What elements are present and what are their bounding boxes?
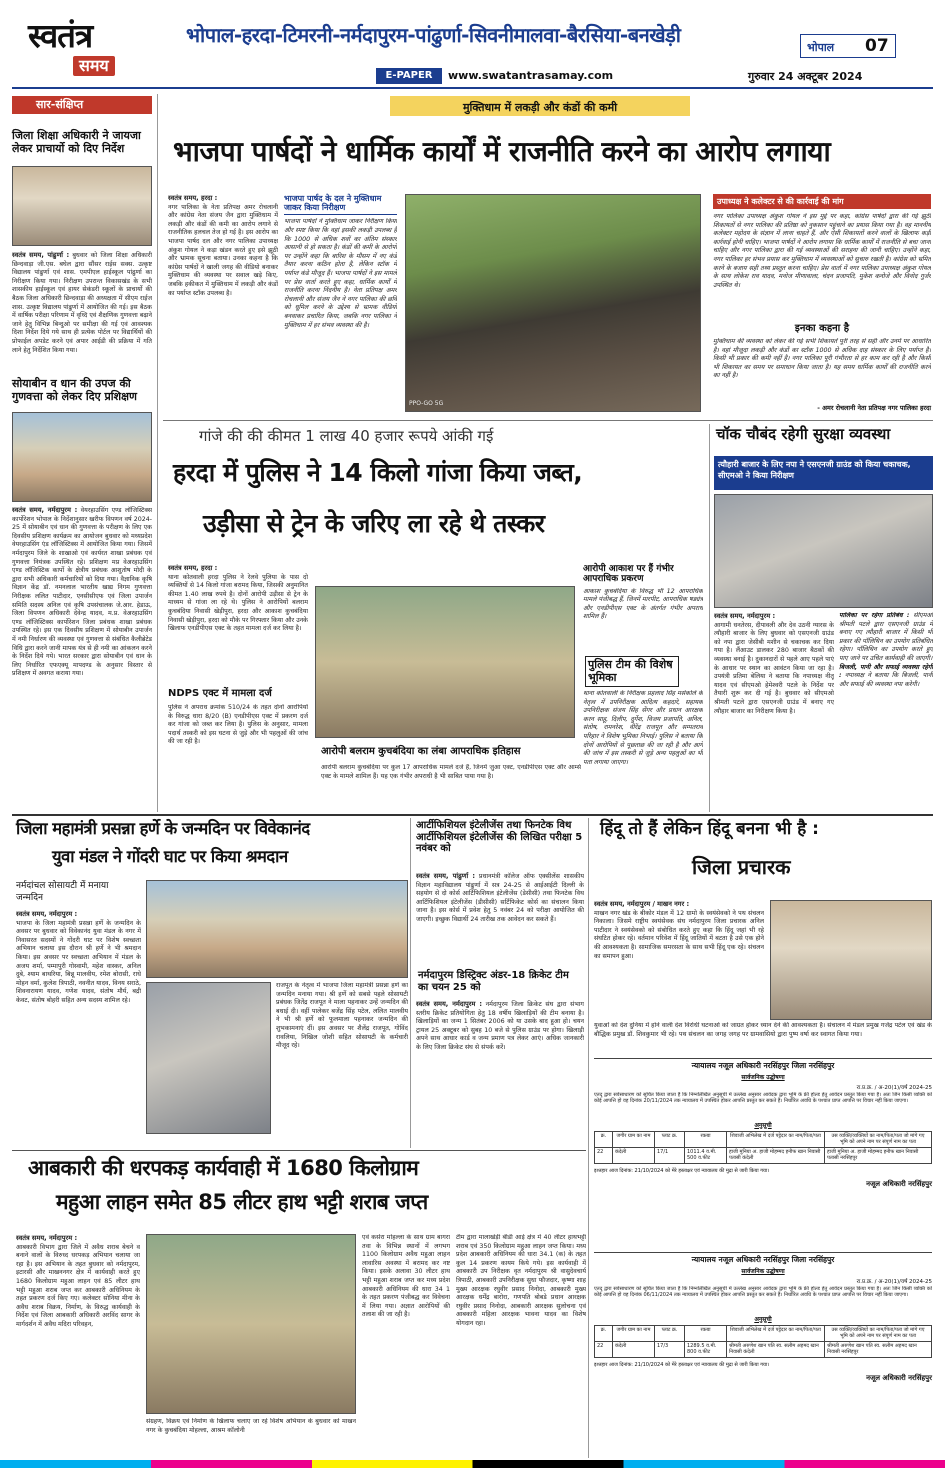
notice1-td: 1011.4 व.मी. 500 व.फीट [685, 1147, 727, 1163]
hindu-dateline: स्वतंत्र समय, नर्मदापुरम / माखन नगर : [594, 900, 690, 908]
notice1-th: प्लाट क्र. [655, 1131, 685, 1147]
iti-body-text: प्रधानमंत्री कॉलेज ऑफ एक्सीलेंस शासकीय विज्ञान महाविद्यालय पांढुर्णा में सत्र 24-25 से आईआईटी दिल्ली के सहयोग से दो कोर्स आर्टिफिशियल इंटेलीजेंस (डेसीसी) तथा फिनटेक विथ आर्टिफिशियल इंटेलीजेंस (डीसीसी) सर्टिफिकेट कोर्स का संचालन किया जाना है। इस कोर्स में प्रवेश हेतु 5 नवंबर 24 को परीक्षा आयोजित की जाएगी। इच्छुक विद्यार्थी 24 तारीख तक आवेदन कर सकते हैं। [416, 873, 584, 923]
abkari-body-3: टीम द्वारा मालाखेड़ी बीडी आई क्षेत्र में 40 लीटर हाथभट्टी शराब एवं 350 किलोग्राम महुआ लाहन जप्त किया। मध्य प्रदेश आबकारी अधिनियम की धारा 34.1 (क) के तहत कुल 14 प्रकरण कायम किये गये। इस कार्यवाही में आबकारी उप निरीक्षक वृत नर्मदापुरम श्री वासुदेवचार्य त्रिपाठी, आबकारी उपनिरीक्षक सुधा फौजदार, कृष्णा शाह मुख्य आरक्षक रघुवीर प्रसाद निनोदा, आबकारी मुख्य आरक्षक धर्मेंद्र बारोरा, गणपति बोबडे प्रधान आरक्षक रघुवीर प्रसाद निनोदा, आबकारी आरक्षक सुलोचना एवं आबकारी महिला आरक्षक भावना यादव का विशेष योगदान रहा। [456, 1234, 586, 1327]
ganja-subhead: NDPS एक्ट में मामला दर्ज [168, 688, 272, 699]
story-iti [414, 818, 584, 1148]
sidebar-title: सार-संक्षिप्त [12, 96, 152, 114]
notice2-issued: इश्तहार आज दिनांक: 21/10/2024 को मेरे हस्ताक्षर एवं न्यायालय की मुद्रा से जारी किया गया। [594, 1361, 770, 1368]
hindu-body-text: माखन नगर खंड के बीकोर मंडल में 12 ग्रामो के स्वयंसेवको ने पथ संचलन निकाला। जिसमे राष्ट्रीय स्वयंसेवक संघ नर्मदापुरम जिला प्रचारक अनिल पाटीदार ने स्वयंसेवको को संबोधित करते हुए कहा कि हिंदू जहां भी रहे संघटित होकर रहे। वर्तमान परिवेश में हिंदू जातियों में बटता है उसे एक होने की आवश्यकता है। सामाजिक समरसता के साथ सभी हिंदू एक रहे। संचलन का समापन हुआ। [594, 909, 764, 960]
notice1-th: रकबा [685, 1131, 727, 1147]
story-bjp [163, 94, 933, 417]
sidebar-photo-2 [12, 412, 152, 502]
ganja-body-text: थाना कोतवाली हरदा पुलिस ने रेलवे पुलिया के पास दो व्यक्तियों से 14 किलो गांजा बरामद किया, जिसकी अनुमानित कीमत 1.40 लाख रुपये है। दोनों आरोपी उड़ीसा से ट्रेन के माध्यम से गांजा ला रहे थे। पुलिस ने आरोपियों बलराम कुचबंदिया निवासी खेड़ीपुरा, हरदा और आकाश कुचबंदिया निवासी खेड़ीपुरा, हरदा को मौके पर गिरफ्तार किया और उनके खिलाफ एनडीपीएस एक्ट के तहत मामला दर्ज कर लिया है। [168, 573, 308, 633]
ganja-box-1 [583, 564, 703, 652]
registration-bar [0, 1460, 945, 1468]
chowk-side-body: सीएमओ श्रीमती पटले द्वारा एसएनजी ग्राउंड में बनाए गए त्यौहारी बाजार में किसी भी प्रकार की पॉलिथिन का उपयोग प्रतिबंधित रहेगा। पॉलिथिन का उपयोग करते हुए पाए जाने पर उचित कार्यवाही की जाएगी। [839, 612, 933, 662]
bjp-side-head: उपाध्यक्ष ने कलेक्टर से की कार्रवाई की मांग [713, 194, 931, 209]
notice1-schedule: अनुसूची [754, 1121, 772, 1129]
logo-bottom: समय [73, 56, 115, 76]
notice1-case: रा.प्र.क्र. / अ-20(1)/वर्ष 2024-25 [856, 1084, 932, 1091]
divider-h1 [163, 420, 933, 421]
ganja-caption-body: आरोपी बलराम कुचबंदिया पर कुल 17 आपराधिक मामले दर्ज हैं, जिनमें जुआ एक्ट, एनडीपीएस एक्ट और आर्म्स एक्ट के मामले शामिल हैं। यह एक गंभीर अपराधी है भी साबित पाया गया है। [321, 764, 581, 780]
issue-date: गुरुवार 24 अक्टूबर 2024 [748, 70, 863, 83]
bjp-kicker [390, 96, 690, 116]
notice2-subtitle: सार्वजनिक उद्घोषणा [741, 1267, 785, 1275]
ganja-body [168, 564, 308, 667]
bjp-quote-attrib: - अमर रोचलानी नेता प्रतिपक्ष नगर पालिका हरदा [817, 404, 931, 412]
iti-headline: आर्टीफिशियल इंटेलीजेंस तथा फिनटेक विथ आर्टीफिशियल इंटेलीजेंस की लिखित परीक्षा 5 नवंबर को [416, 820, 583, 854]
chowk-dateline: स्वतंत्र समय, नर्मदापुरम : [714, 612, 776, 620]
iti-dateline: स्वतंत्र समय, पांढुर्णा : [416, 872, 476, 880]
bjp-box-body: भाजपा पार्षदों ने मुक्तिधाम जाकर निरीक्षण किया और स्पष्ट किया कि वहां इसकी लकड़ी उपलब्ध है कि 1000 से अधिक शवों का अंतिम संस्कार आसानी से हो सकता है। कंडों की कमी के आरोपों पर उन्होंने कहा कि बारिश के मौसम में नए कंडे तैयार करना कठिन होता है, लेकिन स्टॉक में पर्याप्त कंडे मौजूद हैं। भाजपा पार्षदों ने इस मामले पर प्रेस वार्ता करते हुए कहा, धार्मिक कार्यों में राजनीति करना निंदनीय है। नेता प्रतिपक्ष अमर रोचलानी और संजय जैन ने नगर पालिका की छवि को धूमिल करने के उद्देश्य से भ्रामक वीडियो बनवाकर प्रचारित किया, जबकि नगर पालिका ने मुक्तिधाम में हर संभव व्यवस्था की है। [284, 218, 397, 329]
masthead [0, 0, 945, 88]
divider-h3 [12, 1150, 586, 1151]
sidebar-text-1: बुधवार को जिला शिक्षा अधिकारी छिन्दवाड़ा जी.एस. बघेल द्वारा सौंसर राईस सक्स. उत्कृष्ट विद्यालय पांढुर्णा एवं शास. एमपीएल हाईस्कूल पांढुर्णा का निरीक्षण किया गया। निरीक्षण उपरान्त विकासखंड के सभी शासकीय हाईस्कूल एवं हायर सेकंडरी स्कूलों के प्राचार्यो की बैठक जिला अधिकारी छिन्दवाड़ा की अध्यक्षता में सीएम राईज शास. उत्कृष्ट विद्यालय पांढुर्णा में आयोजित की गई। इस बैठक में वार्षिक परीक्षा परिणाम में वृध्दि एवं शैक्षणिक गुणवत्ता बढ़ाने जाने हेतु विभिन्न बिन्दुओ पर समीक्षा की गई एवं आवश्यक दिशा निर्देश दिये गये साथ ही प्रत्येक पोर्टल पर विद्यार्थियों की प्रोफाईल अपडेट करने एवं अपार आईडी की प्रक्रिया में गति लाने हेतु निर्देशित किया गया। [12, 252, 152, 354]
bjp-side-body: नगर पालिका उपाध्यक्ष अंकुश गोयल ने इस मुद्दे पर कहा, कांग्रेस पार्षदों द्वारा की गई झूठी शिकायतों से नगर पालिका की प्रतिष्ठा को नुकसान पहुंचाने का प्रयास किया गया है। वह माननीय कलेक्टर महोदय के संज्ञान में लाना चाहते हैं, और ऐसी शिकायतों करने वालों के खिलाफ कड़ी कार्रवाई होनी चाहिए। भाजपा पार्षदों ने आरोप लगाया कि धार्मिक कार्यों में राजनीति से बचा जाना चाहिए और नगर पालिका द्वारा की गई व्यवस्थाओं की सराहना की जानी चाहिए। उन्होंने कहा, नगर पालिका हर संभव प्रयास कर मुक्तिधाम में व्यवस्थाओं को सुचारु रखती है। कांग्रेस को भ्रमित करने के बजाय सही तथ्य प्रस्तुत करना चाहिए। प्रेस वार्ता में नगर पालिका उपाध्यक्ष अंकुश गोयल के साथ लोकेश राव यादव, मनोज मीणावाला, चंदन प्रजापति, मुकेश कनोजे और विनोद गुर्जर उपस्थित थे। [713, 213, 931, 289]
abkari-dateline: स्वतंत्र समय, नर्मदापुरम : [16, 1234, 78, 1242]
website[interactable]: www.swatantrasamay.com [448, 69, 614, 82]
sidebar-body-1 [12, 251, 152, 431]
sidebar-text-2: वेयरहाउसिंग एण्ड लॉजिस्टिक्स कार्पोरेशन भोपाल के निर्देशानुसार खरीफ विपणन वर्ष 2024-25 में सोयाबीन एवं धान की गुणवत्ता के परीक्षण के लिए एक दिवसीय प्रशिक्षण कार्यक्रम का आयोजन बुधवार को मध्यप्रदेश वेयरहाउसिंग एंड लॉजिस्टिक्स में आयोजित किया गया। जिसमें नर्मदापुरम जिले के शाखाओ एवं कार्यरत शाखा प्रबंधक एवं गुणवत्ता नियंत्रक उपस्थित रहे। प्रशिक्षण मप्र वेअरहाउसिंग एण्ड लॉजिस्टिक कार्पो के क्षेत्रीय प्रबंधक आशुतोष मोदी के द्वारा सभी अधिकारी कर्मचारियों को दिया गया। वैज्ञानिक कृषि विज्ञान केंद्र डॉ. नमनलाल भारतीय खाद्य निगम गुणवत्ता निरीक्षक ललित पाटीदार, एनसीसीएफ एवं जिला उपार्जन समिति सदस्य अनिल एवं कृषि उपसंचालक जे.आर. हेडाऊ, जिला विपणन अधिकारी देवेन्द्र यादव, म.प्र. वेअरहाउसिंग एण्ड लॉजिस्टिक्स कार्पोरेशन जिला प्रबंधक शाखा प्रबंधक उपस्थित रहे। इस एक दिवसीय प्रशिक्षण में सोयाबीन उपार्जन में नमी निर्धारण की व्यवस्था एवं गुणवत्ता से संबंधित कैलीब्रेटेड विधि द्वारा करने जानी मापक यंत्र से ही नमी का आंकलन करने के निर्देश दिये गये। भारत सरकार द्वारा सोयाबीन एवं धान के लिए निर्धारित एफएक्यू मापदण्ड के अनुसार विस्तार से प्रशिक्षण में अवगत कराया गया। [12, 507, 152, 678]
story-vivekanand [12, 818, 407, 1148]
notice2-td: कंदेली [613, 1341, 655, 1357]
iti-body-2 [416, 1000, 584, 1146]
sidebar-dateline-2: स्वतंत्र समय, नर्मदापुरम : [12, 506, 78, 514]
notice1-th: क्र. [595, 1131, 613, 1147]
bjp-body [168, 194, 278, 416]
viv-body-2: राजपूत के नेतृत्व में भाजपा जिला महामंत्री प्रसन्ना हर्णे का जन्मदिन मनाया गया। श्री हर्णे को सबसे पहले सोसायटी प्रबंधक जितेंद्र राजपूत ने माला पहनाकर उन्हें जन्मदिन की बधाई दी। वहीं पालेकर बजेंद्र सिंह पटेल, ललित मालवीय ने भी श्री हर्णे को फूलमाला पहनाकर जन्मदिन की शुभकामनाएं दीं। इस अवसर पर शैलेंद्र राजपूत, गोविंद रावलिया, निखिल जोशी सहित सोसायटी के कर्मचारी मौजूद रहे। [276, 982, 408, 1050]
bjp-photo [405, 194, 701, 412]
notice1-td: 17/1 [655, 1147, 685, 1163]
ganja-caption-head: आरोपी बलराम कुचबंदिया का लंबा आपराधिक इतिहास [321, 746, 521, 757]
notice2-td: 22 [595, 1341, 613, 1357]
notice2-th: प्लाट क्र. [655, 1325, 685, 1341]
notice2-td: 1289.5 व.मी. 800 व.फीट [685, 1341, 727, 1357]
ganja-box1-title: आरोपी आकाश पर हैं गंभीर आपराधिक प्रकरण [583, 564, 674, 585]
sidebar-body-2 [12, 506, 152, 811]
sidebar-headline-1: जिला शिक्षा अधिकारी ने जायजा लेकर प्राचार्यो को दिए निर्देश [12, 129, 141, 155]
logo [28, 18, 153, 80]
notice1-th: शिवाजी अभिलेख में दर्ज पट्टेदार का नाम/पिता/पता [727, 1131, 825, 1147]
notice2-sign: नजूल अधिकारी नरसिंहपुर [866, 1373, 932, 1382]
viv-headline-1: जिला महामंत्री प्रसन्ना हर्णे के जन्मदिन पर विवेकानंद [16, 819, 310, 838]
notice2-case: रा.प्र.क्र. / अ-20(1)/वर्ष 2024-25 [856, 1278, 932, 1285]
logo-top: स्वतंत्र [28, 16, 93, 55]
ganja-kicker: गांजे की की कीमत 1 लाख 40 हजार रूपये आंकी गई [199, 427, 494, 445]
sidebar [12, 94, 152, 812]
chowk-photo [714, 494, 933, 608]
hindu-body [594, 900, 764, 1020]
bjp-quote-head: इनका कहना है [794, 323, 850, 334]
hindu-headline-1: हिंदू तो हैं लेकिन हिंदू बनना भी है : [600, 819, 819, 839]
notice-2 [594, 1252, 932, 1458]
sidebar-headline-2: सोयाबीन व धान की उपज की गुणवत्ता को लेकर दिए प्रशिक्षण [12, 377, 137, 403]
notice-1 [594, 1058, 932, 1248]
notice1-th: उस व्यक्ति/व्यक्तियों का नाम/पिता/पता जो मांगे गए भूमि को अपने नाम पर संपूर्ण नाम का पता [825, 1131, 932, 1147]
viv-dateline: स्वतंत्र समय, नर्मदापुरम : [16, 910, 78, 918]
abkari-headline-2: महुआ लाहन समेत 85 लीटर हाथ भट्टी शराब जप्त [56, 1190, 428, 1214]
epaper-tag: E-PAPER [376, 68, 442, 84]
chowk-side-body-2: नपाध्यक्ष ने बताया कि बिजली, पानी और सफाई की व्यवस्था नपा करेगी। [839, 672, 933, 688]
divider-h2 [12, 814, 933, 816]
notice2-office: न्यायालय नजूल अधिकारी नरसिंहपुर जिला नरसिंहपुर [691, 1255, 835, 1264]
chowk-side [839, 612, 933, 812]
story-ganja [163, 424, 706, 814]
viv-subhead: नर्मदांचल सोसायटी में मनाया जन्मदिन [16, 881, 109, 903]
hindu-body-2: युवाओं को देश दुनिया में होने वाली देश विरोधी घटनाओ को जाग्रत होकर ध्यान देने की आवश्यकता है। संचालन में मंडल प्रमुख गजेंद्र पटेल एवं खंड के बौद्धिक प्रमुख डॉ. शिवकुमार भी रहे। पथ संचलन का जगह जगह पर ग्रामवासियो द्वारा पुष्प वर्षा कर स्वागत किया गया। [594, 1022, 932, 1038]
divider-v3 [588, 818, 589, 1458]
viv-body-text: भाजपा के जिला महामंत्री प्रसन्ना हर्णे के जन्मदिन के अवसर पर बुधवार को विवेकानंद युवा मंडल के नगर में निवासरत सदस्यों ने गोंदरी घाट पर विशेष स्वच्छता अभियान चलाया इस दौरान श्री हर्णे ने भी श्रमदान किया। इस अवसर पर स्वच्छता अभियान में मंडल के अजय शर्मा, पम्मापुरी गोस्वामी, महेश वास्कर, अनिल दुबे, श्याम बाथरिया, बिन्नू मालवीय, रमेश बोरासी, राधे मोहन वर्मा, कुलेश त्रिपाठी, नवनीत यादव, विनय सराठे, शिवनारायण यादव, गणेश यादव, संतोष मौर्य, बद्री केवट, संतोष बोहरी सहित अन्य सदस्य शामिल रहे। [16, 919, 141, 1004]
notice2-th: क्र. [595, 1325, 613, 1341]
chowk-body-text: आगामी धनतेरस, दीपावली और देव उठनी ग्यारस के त्यौहारी बाजार के लिए बुधवार को एसएनजी ग्राउंड को नपा द्वारा जेसीबी मशीन से चकाचक कर दिया गया है। लैंआउट डालकर 280 बाजार बैठकों की व्यवस्था बनाई है। दुकानदारों से पहले आए पहले पाएं के आधार पर स्थान का आवंटन किया जा रहा है। उपयंत्री प्रतिमा बेलिया ने बताया कि नपाध्यक्ष नीतू यादव एवं सीएमओ हेमेश्वरी पटले के निर्देश पर तैयारी शुरू कर दी गई है। बुधवार को सीएमओ श्रीमती पटले द्वारा एसएनजी ग्राउंड में बनाए गए त्यौहार बाजार का निरीक्षण किया है। [714, 621, 834, 715]
viv-headline-2: युवा मंडल ने गोंदरी घाट पर किया श्रमदान [52, 847, 288, 866]
edition-box [800, 34, 896, 58]
sidebar-photo-1 [12, 166, 152, 246]
notice1-th: जगीर ग्राम का नाम [613, 1131, 655, 1147]
edition-name: भोपाल [807, 41, 835, 54]
abkari-photo [146, 1234, 356, 1414]
chowk-side-head-2: बिजली, पानी और सफाई व्यवस्था रहेगी : [839, 663, 933, 680]
iti-head-2: नर्मदापुरम डिस्ट्रिक्ट अंडर-18 क्रिकेट टीम का चयन 25 को [418, 970, 569, 993]
bjp-box [284, 194, 397, 416]
viv-body [16, 910, 141, 1146]
chowk-body [714, 612, 834, 812]
bjp-body-text: नगर पालिका के नेता प्रतिपक्ष अमर रोचलानी और कांग्रेस नेता संजय जैन द्वारा मुक्तिधाम में लकड़ी और कंडों की कमी का आरोप लगाने से राजनीतिक हलचल तेज हो गई है। इस आरोप का भाजपा पार्षद दल और नगर पालिका उपाध्यक्ष अंकुश गोयल ने कड़ा खंडन करते हुए इसे झूठी और भ्रामक सूचना बताया। उनका कहना है कि कांग्रेस पार्षदों ने खाली जगह की वीडियो बनाकर मुक्तिधाम की व्यवस्था पर सवाल खड़े किए, जबकि हकीकत में मुक्तिधाम में लकड़ी और कंडों का पर्याप्त स्टॉक उपलब्ध है। [168, 203, 278, 297]
ganja-headline-1: हरदा में पुलिस ने 14 किलो गांजा किया जब्त, [173, 458, 583, 487]
notice1-intro: एतद् द्वारा सर्वसाधारण को सूचित किया जाता है कि निम्नलिखित अनुसूची में उल्लेख अनुसार आवेदक द्वारा भूमि के फ्री होल्ड हेतु आवेदन प्रस्तुत किया गया है। अतः जिन किसी व्यक्ति को कोई आपत्ति हो वह दिनांक 20/11/2024 तक न्यायालय में उपस्थित होकर आपत्ति प्रस्तुत कर सकते हैं। निर्धारित अवधि के पश्चात प्राप्त आपत्ति पर विचार नहीं किया जाएगा। [594, 1091, 932, 1105]
notice1-subtitle: सार्वजनिक उद्घोषणा [741, 1073, 785, 1081]
notice1-office: न्यायालय नजूल अधिकारी नरसिंहपुर जिला नरसिंहपुर [691, 1061, 835, 1070]
iti-body-2-text: नर्मदापुरम जिला क्रिकेट संघ द्वारा संभाग स्तरीय क्रिकेट प्रतियोगिता हेतु 18 वर्षीय खिलाड़ियों की टीम बनाया है। खिलाड़ियों का जन्म 1 सितंबर 2006 को या उसके बाद हुआ हो। चयन ट्रायल 25 अक्टूबर को सुबह 10 बजे से पुलिस ग्राउंड पर होगा। खिलाड़ी अपने साथ आधार कार्ड व जन्म प्रमाण पत्र लेकर आएं। अधिक जानकारी के लिए जिला क्रिकेट संघ से संपर्क करें। [416, 1001, 584, 1051]
cities-line: भोपाल-हरदा-टिमरनी-नर्मदापुरम-पांढुर्णा-सिवनीमालवा-बैरसिया-बनखेड़ी [186, 23, 681, 47]
sidebar-divider [157, 94, 158, 812]
chowk-band: त्यौहारी बाजार के लिए नपा ने एसएनजी ग्राउंड को किया चकाचक, सीएमओ ने किया निरीक्षण [714, 456, 933, 490]
bjp-box-title: भाजपा पार्षद के दल ने मुक्तिधाम जाकर किया निरीक्षण [284, 194, 397, 215]
abkari-headline-1: आबकारी की धरपकड़ कार्यवाही में 1680 किलोग्राम [28, 1156, 419, 1180]
bjp-headline: भाजपा पार्षदों ने धार्मिक कार्यों में राजनीति करने का आरोप लगाया [173, 135, 831, 168]
notice2-th: शिवाजी अभिलेख में दर्ज पट्टेदार का नाम/पिता/पता [727, 1325, 825, 1341]
abkari-body-text: आबकारी विभाग द्वारा जिले में अवैध शराब बेचने व बनाने वालों के विरुध्द धरपकड़ अभियान चलाया जा रहा है। इस अभियान के तहत बुधवार को नर्मदापुरम, इटारसी और माखननगर क्षेत्र में कार्यवाही करते हुए 1680 किलोग्राम महुआ लाहन एवं 85 लीटर हाथ भट्टी महुआ शराब जप्त कर आबकारी अधिनियम के तहत प्रकरण दर्ज किए गए। कलेक्टर सोनिया मीना के अवैध शराब विक्रय, निर्माण, के विरुद्ध कार्यवाही के निर्देश एवं जिला आबकारी अधिकारी अरविंद सागर के मार्गदर्शन में अवैध मदिरा परिवहन, [16, 1243, 140, 1328]
story-abkari [12, 1152, 586, 1458]
ganja-box2-title: पुलिस टीम की विशेष भूमिका [585, 656, 679, 687]
bjp-kicker-text: मुक्तिधाम में लकड़ी और कंडों की कमी [462, 101, 618, 114]
notice1-td: हाजी मुनिया अ. हाजी मोहम्मद हनीफ खान निवासी पतासी कंदेली [727, 1147, 825, 1163]
hindu-photo [770, 900, 932, 1020]
hindu-headline-2: जिला प्रचारक [692, 855, 791, 879]
viv-photo-2 [146, 982, 271, 1134]
chowk-side-head: पालिका पर रहेगा प्रतिबंध : [839, 612, 910, 619]
masthead-rule [12, 87, 933, 89]
abkari-body [16, 1234, 140, 1456]
notice2-th: उस व्यक्ति/व्यक्तियों का नाम/पिता/पता जो मांगे गए भूमि को अपने नाम पर संपूर्ण नाम का पता [825, 1325, 932, 1341]
notice2-schedule: अनुसूची [754, 1315, 772, 1323]
sidebar-dateline-1: स्वतंत्र समय, पांढुर्णा : [12, 251, 70, 259]
story-chowk [714, 424, 933, 814]
ganja-body-2: पुलिस ने अपराध क्रमांक 510/24 के तहत दोनों आरोपियों के विरुद्ध धारा 8/20 (B) एनडीपीएस एक्ट में प्रकरण दर्ज कर गांजा को जब्त कर लिया है। पुलिस के अनुसार, मामला पदार्थ तस्करी को इस घटना से जुड़े और भी पहलुओं की जांच की जा रही है। [168, 704, 308, 746]
iti-dateline-2: स्वतंत्र समय, नर्मदापुरम : [416, 1000, 482, 1008]
iti-body [416, 872, 584, 968]
bjp-photo-credit: PPO-GO 5G [409, 400, 444, 407]
notice2-td: 17/3 [655, 1341, 685, 1357]
notice2-td: श्रीमती अरुणेश खान पति स्व. सलीम अहमद खान निवासी नरसिंहपुर [825, 1341, 932, 1357]
notice2-intro: एतद् द्वारा सर्वसाधारण को सूचित किया जाता है कि निम्नलिखित अनुसूची में उल्लेख अनुसार आवेदक द्वारा भूमि के फ्री होल्ड हेतु आवेदन प्रस्तुत किया गया है। अतः जिन किसी व्यक्ति को कोई आपत्ति हो वह दिनांक 06/11/2024 तक न्यायालय में उपस्थित होकर आपत्ति प्रस्तुत कर सकते हैं। निर्धारित अवधि के पश्चात प्राप्त आपत्ति पर विचार नहीं किया जाएगा। [594, 1285, 932, 1299]
notice2-th: रकबा [685, 1325, 727, 1341]
ganja-box2-body: थाना कोतवाली के निरीक्षक प्रहलाद सिंह मर्सकोले के नेतृत्व में उपनिरीक्षक आदित्य कहदारे, सहायक उपनिरीक्षक संजय सिंह सेंगर और प्रधान आरक्षक करन साहू, दिलीप, दुर्गेश, विजय प्रजापति, अनिल, संतोष, रामनरेश, वीरेंद्र राजपूत और सम्पतराव परिहार ने विशेष भूमिका निभाई। पुलिस ने बताया कि दोनों आरोपियों से पूछताछ की जा रही है और आगे की जांच में इस तस्करी से जुड़े अन्य पहलुओं का भी पता लगाया जाएगा। [583, 690, 703, 766]
notice2-th: जगीर ग्राम का नाम [613, 1325, 655, 1341]
ganja-photo [315, 586, 575, 738]
abkari-caption: संग्रहण, विक्रय एवं निर्माण के खिलाफ चलाए जा रहे विशेष अभियान के बुधवार को माखन नगर के कुचबंदिया मोहल्ला, आश्रम कॉलोनी [146, 1418, 356, 1434]
viv-photo-1 [146, 880, 408, 978]
bjp-dateline: स्वतंत्र समय, हरदा : [168, 194, 218, 202]
notice1-issued: इश्तहार आज दिनांक: 21/10/2024 को मेरे हस्ताक्षर एवं न्यायालय की मुद्रा से जारी किया गया। [594, 1167, 770, 1174]
abkari-body-2: एवं कसेरा मोहल्ला के साथ ग्राम बागरा तवा के विभिन्न स्थानों में लगभग 1100 किलोग्राम अवैध महुआ लाहन लावारिस अवस्था में बरामद कर नष्ट किया। इसके अलावा 30 लीटर हाथ भट्टी महुआ शराब जप्त कर मध्य प्रदेश आबकारी अधिनियम की धारा 34 1 के तहत प्रकरण पंजीबद्ध कर विवेचना में लिया गया। अज्ञात आरोपियों की तलाश की जा रही है। [362, 1234, 450, 1319]
ganja-box1-body: आकाश कुचबंदिया के विरुद्ध भी 12 आपराधिक मामले पंजीबद्ध हैं, जिनमें मारपीट, आपराधिक षड्यंत्र और एनडीपीएस एक्ट के अंतर्गत गंभीर अपराध शामिल हैं। [583, 587, 703, 621]
ganja-headline-2: उड़ीसा से ट्रेन के जरिए ला रहे थे तस्कर [203, 509, 545, 538]
notice1-td: हाजी मुनिया अ. हाजी मोहम्मद हनीफ खान निवासी पतासी नरसिंहपुर [825, 1147, 932, 1163]
notice1-table [594, 1131, 932, 1164]
notice1-td: कंदेली [613, 1147, 655, 1163]
notice2-table [594, 1325, 932, 1358]
divider-v2 [410, 818, 411, 1148]
chowk-headline: चॉक चौबंद रहेगी सुरक्षा व्यवस्था [716, 425, 891, 443]
notice1-sign: नजूल अधिकारी नरसिंहपुर [866, 1179, 932, 1188]
ganja-dateline: स्वतंत्र समय, हरदा : [168, 564, 218, 572]
bjp-quote-body: मुक्तिधाम की व्यवस्था को लेकर की गई सभी शिकायतें पूरी तरह से सही और उनमें पर आधारित है। वहां मौजूदा लकड़ी और कंडों का स्टॉक 1000 से अधिक दाह संस्कार के लिए पर्याप्त है। किसी भी प्रकार की कमी नहीं है। नगर पालिका पूरी गंभीरता से हर काम कर रही है और किसी भी शिकायत का समय पर समाधान किया जाता है। यह समय धार्मिक कार्यों की राजनीति करने का नहीं है। [713, 338, 931, 380]
story-hindu [592, 818, 933, 1058]
divider-v1 [709, 424, 710, 812]
page-number: 07 [865, 36, 889, 56]
notice1-td: 22 [595, 1147, 613, 1163]
notice2-td: श्रीमती अरुणेश खान पति स्व. सलीम अहमद खान निवासी कंदेली [727, 1341, 825, 1357]
